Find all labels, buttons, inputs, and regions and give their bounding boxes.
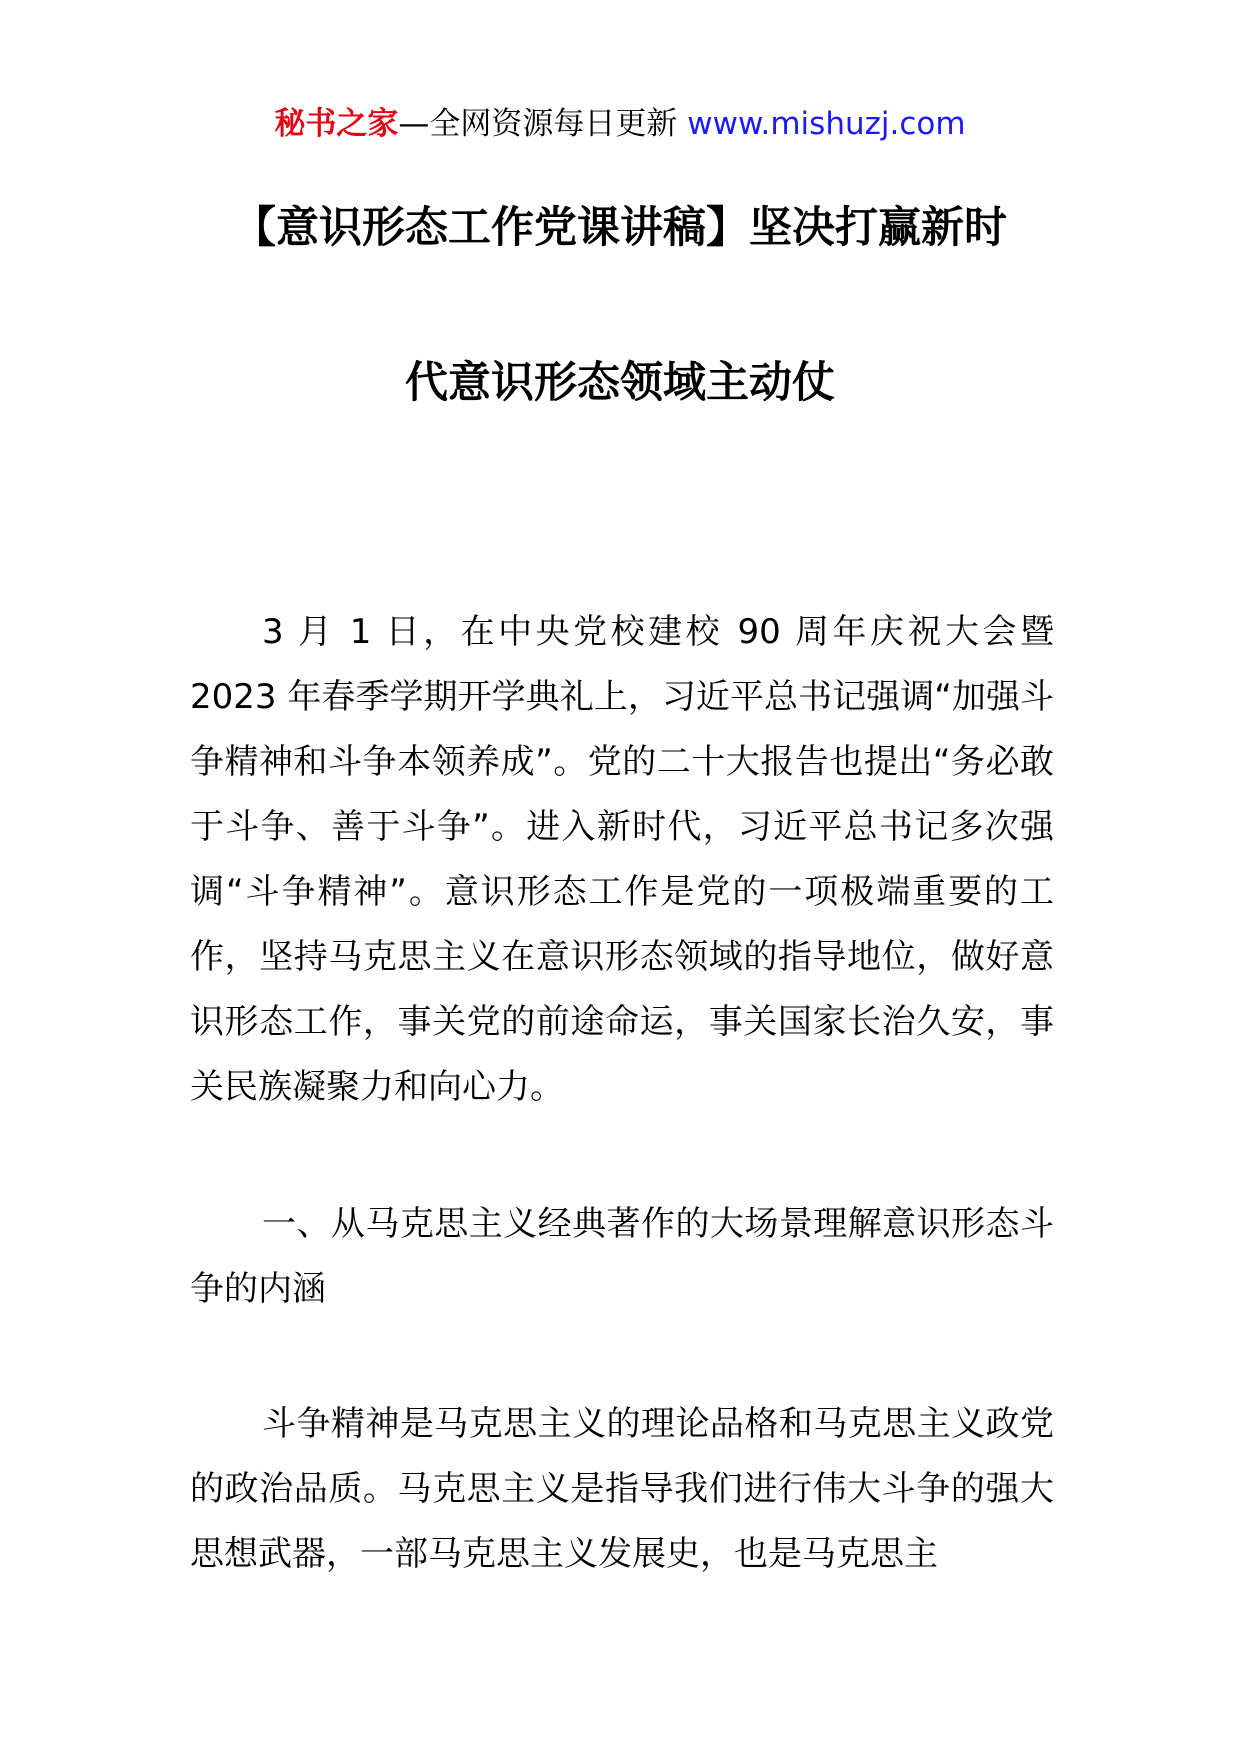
site-brand: 秘书之家 <box>274 106 399 142</box>
site-url-link[interactable]: www.mishuzj.com <box>687 106 966 142</box>
section-heading-1: 一、从马克思主义经典著作的大场景理解意识形态斗争的内涵 <box>190 1204 1054 1309</box>
paragraph-intro: 3 月 1 日，在中央党校建校 90 周年庆祝大会暨 2023 年春季学期开学典礼上，习近平总书记强调“加强斗争精神和斗争本领养成”。党的二十大报告也提出“务必敢于斗争、善于斗争”。进入新时代，习近平总书记多次强调“斗争精神”。意识形态工作是党的一项极端重要的工作，坚持马克思主义在意识形态领域的指导地位，做好意识形态工作，事关党的前途命运，事关国家长治久安，事关民族凝聚力和向心力。 <box>190 612 1054 1107</box>
site-tagline: —全网资源每日更新 <box>398 106 688 142</box>
document-title-line-1: 【意识形态工作党课讲稿】坚决打赢新时 <box>233 203 1007 253</box>
site-header <box>0 104 1240 144</box>
paragraph-section-1: 斗争精神是马克思主义的理论品格和马克思主义政党的政治品质。马克思主义是指导我们进行伟大斗争的强大思想武器，一部马克思主义发展史，也是马克思主 <box>190 1404 1054 1574</box>
document-title-line-2: 代意识形态领域主动仗 <box>405 358 835 408</box>
